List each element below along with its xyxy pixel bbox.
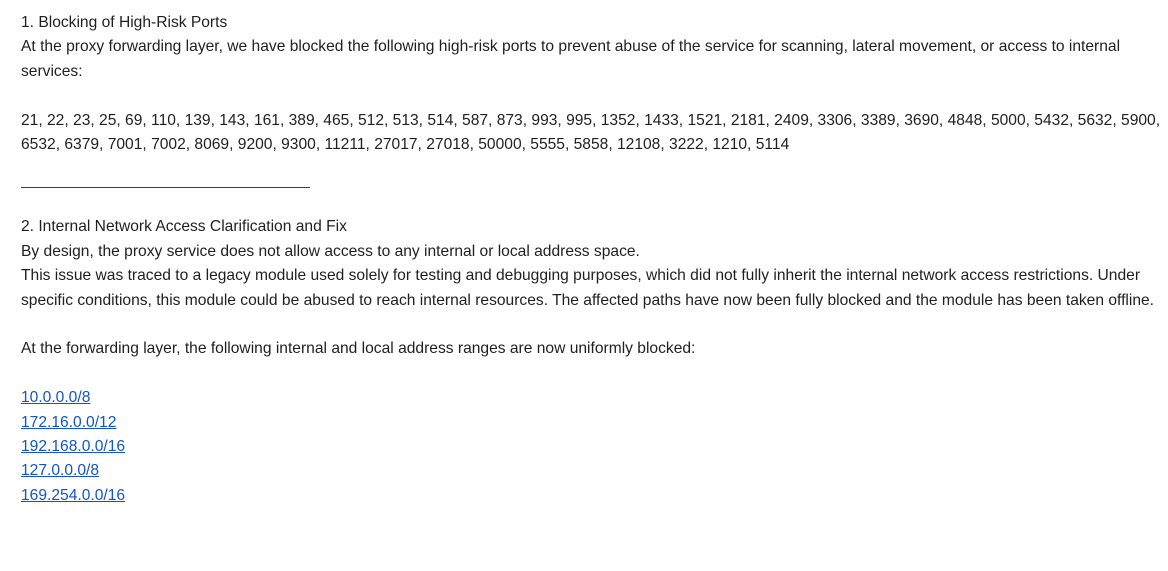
spacer <box>21 313 1161 337</box>
section-2-heading: 2. Internal Network Access Clarification and Fix <box>21 218 347 236</box>
range-link[interactable]: 172.16.0.0/12 <box>21 413 117 431</box>
section-2-design-statement: By design, the proxy service does not allow access to any internal or local address space. <box>21 242 640 260</box>
section-1-intro: At the proxy forwarding layer, we have blocked the following high-risk ports to prevent abuse of the service for scanning, lateral movement, or access to internal services: <box>21 38 1121 80</box>
list-item <box>21 411 1161 435</box>
range-link[interactable]: 169.254.0.0/16 <box>21 486 126 504</box>
blocked-ports-list: 21, 22, 23, 25, 69, 110, 139, 143, 161, 389, 465, 512, 513, 514, 587, 873, 993, 995, 1352, 1433, 1521, 2181, 2409, 3306, 3389, 3690, 4848, 5000, 5432, 5632, 5900, 6532, 6379, 7001, 7002, 8069, 9200, 9300, 11211, 27017, 27018, 50000, 5555, 5858, 12108, 3222, 1210, 5114 <box>21 111 1161 154</box>
section-2-issue-description: This issue was traced to a legacy module used solely for testing and debugging purposes, which did not fully inherit the internal network access restrictions. Under specific conditions, this module could be abused to reach internal resources. The affected paths have now been fully blocked and the module has been taken offline. <box>21 267 1155 309</box>
list-item <box>21 435 1161 459</box>
list-item <box>21 484 1161 508</box>
list-item <box>21 459 1161 483</box>
blocked-ranges-intro: At the forwarding layer, the following internal and local address ranges are now uniformly blocked: <box>21 340 696 358</box>
range-link[interactable]: 10.0.0.0/8 <box>21 389 91 407</box>
spacer <box>21 362 1161 386</box>
document-body <box>21 11 1161 508</box>
range-link[interactable]: 192.168.0.0/16 <box>21 438 126 456</box>
spacer <box>21 84 1161 108</box>
section-divider <box>21 187 310 188</box>
blocked-ranges-list <box>21 386 1161 508</box>
range-link[interactable]: 127.0.0.0/8 <box>21 462 100 480</box>
section-1-heading: 1. Blocking of High-Risk Ports <box>21 14 228 31</box>
list-item <box>21 386 1161 410</box>
